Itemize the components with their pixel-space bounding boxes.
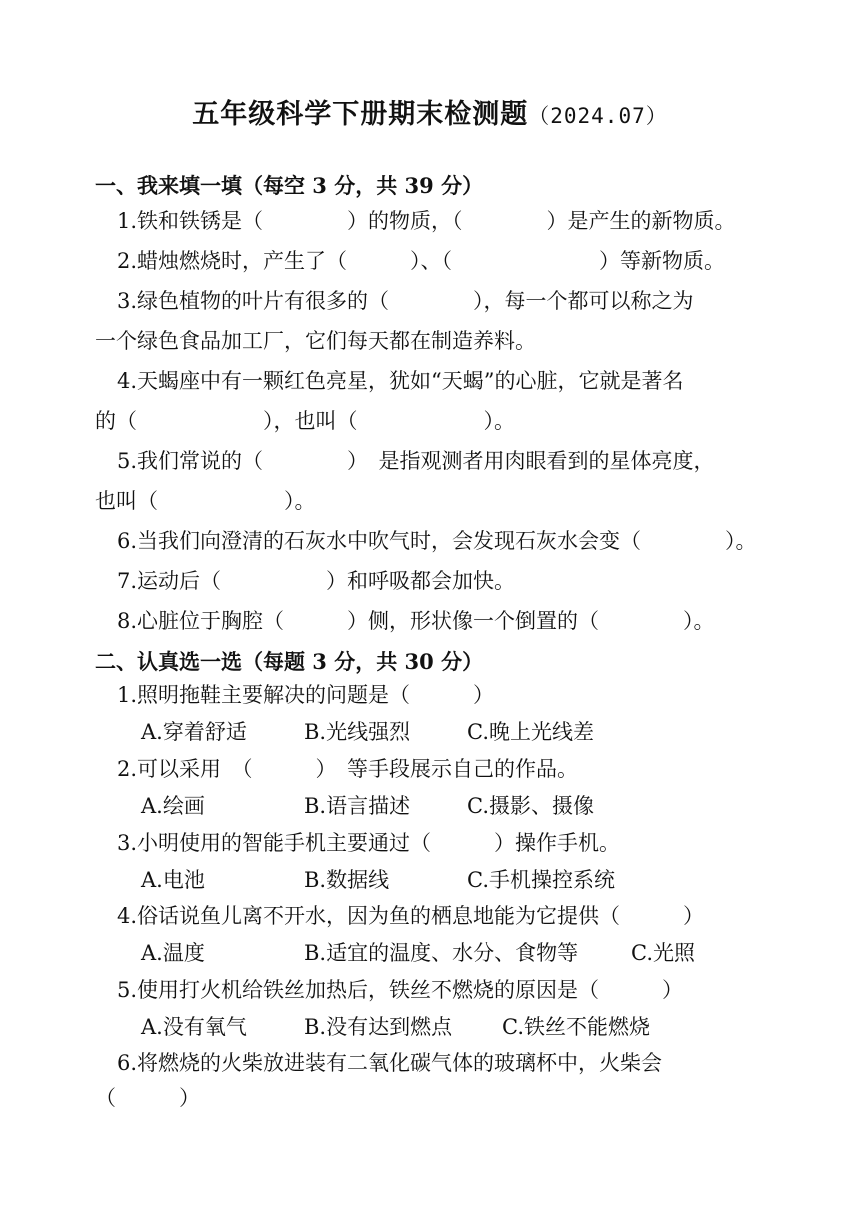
choice-options-5 <box>141 1014 650 1040</box>
section-1-heading: 一、我来填一填（每空 3 分，共 39 分） <box>95 173 484 198</box>
option-c: C.摄影、摄像 <box>467 794 594 818</box>
fill-question-5-cont: 也叫（ ）。 <box>95 489 316 513</box>
fill-question-1: 1.铁和铁锈是（ ）的物质，（ ）是产生的新物质。 <box>117 209 736 233</box>
fill-question-5: 5.我们常说的（ ） 是指观测者用肉眼看到的星体亮度， <box>117 449 715 473</box>
choice-question-2: 2.可以采用 （ ） 等手段展示自己的作品。 <box>117 757 579 781</box>
fill-question-6: 6.当我们向澄清的石灰水中吹气时，会发现石灰水会变（ ）。 <box>117 529 757 553</box>
option-a: A.穿着舒适 <box>141 720 247 744</box>
option-b: B.没有达到燃点 <box>304 1015 453 1039</box>
option-a: A.没有氧气 <box>141 1015 247 1039</box>
choice-question-6: 6.将燃烧的火柴放进装有二氧化碳气体的玻璃杯中，火柴会 <box>117 1051 663 1075</box>
choice-options-4 <box>141 940 695 966</box>
choice-question-1: 1.照明拖鞋主要解决的问题是（ ） <box>117 683 495 707</box>
section-2-heading: 二、认真选一选（每题 3 分，共 30 分） <box>95 649 484 674</box>
fill-question-3: 3.绿色植物的叶片有很多的（ ），每一个都可以称之为 <box>117 289 694 313</box>
option-c: C.晚上光线差 <box>467 720 594 744</box>
fill-question-4: 4.天蝎座中有一颗红色亮星，犹如“天蝎”的心脏，它就是著名 <box>117 369 684 393</box>
fill-question-8: 8.心脏位于胸腔（ ）侧，形状像一个倒置的（ ）。 <box>117 609 715 633</box>
fill-question-4-cont: 的（ ），也叫（ ）。 <box>95 409 515 433</box>
option-c: C.铁丝不能燃烧 <box>502 1015 650 1039</box>
option-a: A.温度 <box>141 941 205 965</box>
option-b: B.数据线 <box>304 868 390 892</box>
choice-options-1 <box>141 719 594 745</box>
fill-question-3-cont: 一个绿色食品加工厂，它们每天都在制造养料。 <box>95 329 536 353</box>
choice-question-4: 4.俗话说鱼儿离不开水，因为鱼的栖息地能为它提供（ ） <box>117 904 705 928</box>
choice-question-3: 3.小明使用的智能手机主要通过（ ）操作手机。 <box>117 831 621 855</box>
option-b: B.语言描述 <box>304 794 411 818</box>
choice-question-5: 5.使用打火机给铁丝加热后，铁丝不燃烧的原因是（ ） <box>117 978 684 1002</box>
option-b: B.适宜的温度、水分、食物等 <box>304 941 579 965</box>
exam-title-main: 五年级科学下册期末检测题 <box>192 99 529 130</box>
option-c: C.光照 <box>631 941 695 965</box>
option-b: B.光线强烈 <box>304 720 411 744</box>
fill-question-7: 7.运动后（ ）和呼吸都会加快。 <box>117 569 516 593</box>
exam-title-date: （2024.07） <box>528 104 668 128</box>
option-a: A.电池 <box>141 868 205 892</box>
option-c: C.手机操控系统 <box>467 868 615 892</box>
fill-question-2: 2.蜡烛燃烧时，产生了（ ）、（ ）等新物质。 <box>117 249 726 273</box>
choice-question-6-cont: （ ） <box>95 1086 200 1110</box>
option-a: A.绘画 <box>141 794 205 818</box>
choice-options-2 <box>141 793 594 819</box>
choice-options-3 <box>141 867 615 893</box>
exam-title <box>0 92 860 131</box>
